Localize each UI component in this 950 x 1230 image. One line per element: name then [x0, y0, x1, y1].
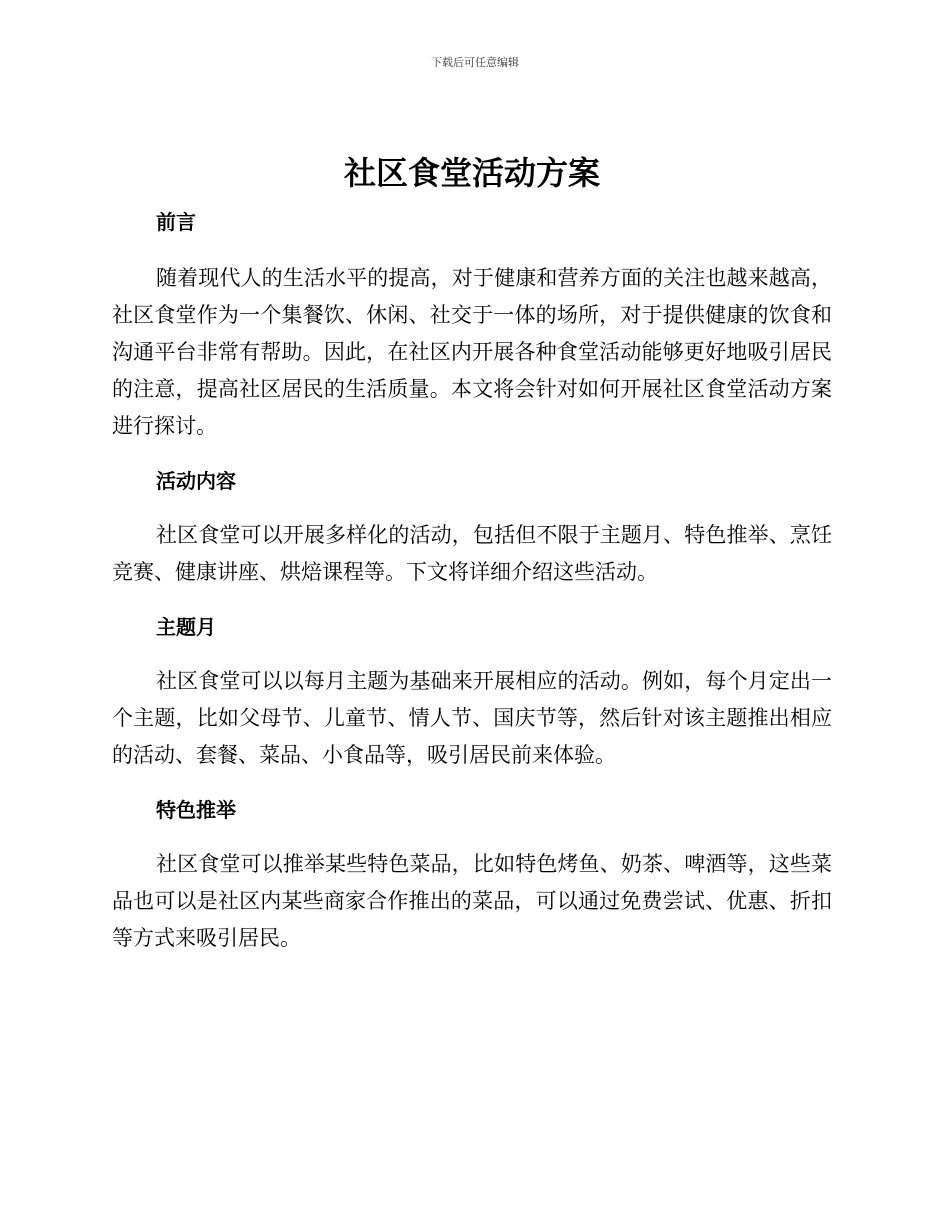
section-paragraph-theme-month: 社区食堂可以以每月主题为基础来开展相应的活动。例如，每个月定出一个主题，比如父母节、儿童节、情人节、国庆节等，然后针对该主题推出相应的活动、套餐、菜品、小食品等，吸引居民前来体验。 [112, 669, 832, 767]
document-title: 社区食堂活动方案 [343, 154, 600, 192]
header-note: 下载后可任意编辑 [431, 56, 519, 69]
section-paragraph-featured-recommendation: 社区食堂可以推举某些特色菜品，比如特色烤鱼、奶茶、啤酒等，这些菜品也可以是社区内某些商家合作推出的菜品，可以通过免费尝试、优惠、折扣等方式来吸引居民。 [112, 852, 832, 950]
section-paragraph-preface: 随着现代人的生活水平的提高，对于健康和营养方面的关注也越来越高，社区食堂作为一个集餐饮、休闲、社交于一体的场所，对于提供健康的饮食和沟通平台非常有帮助。因此，在社区内开展各种食堂活动能够更好地吸引居民的注意，提高社区居民的生活质量。本文将会针对如何开展社区食堂活动方案进行探讨。 [112, 266, 832, 438]
section-heading-preface: 前言 [156, 210, 196, 234]
section-paragraph-activity-content: 社区食堂可以开展多样化的活动，包括但不限于主题月、特色推举、烹饪竞赛、健康讲座、烘焙课程等。下文将详细介绍这些活动。 [112, 523, 832, 584]
section-heading-theme-month: 主题月 [156, 615, 216, 639]
section-heading-featured-recommendation: 特色推举 [156, 798, 236, 822]
section-heading-activity-content: 活动内容 [156, 469, 236, 493]
document-body [112, 146, 832, 957]
